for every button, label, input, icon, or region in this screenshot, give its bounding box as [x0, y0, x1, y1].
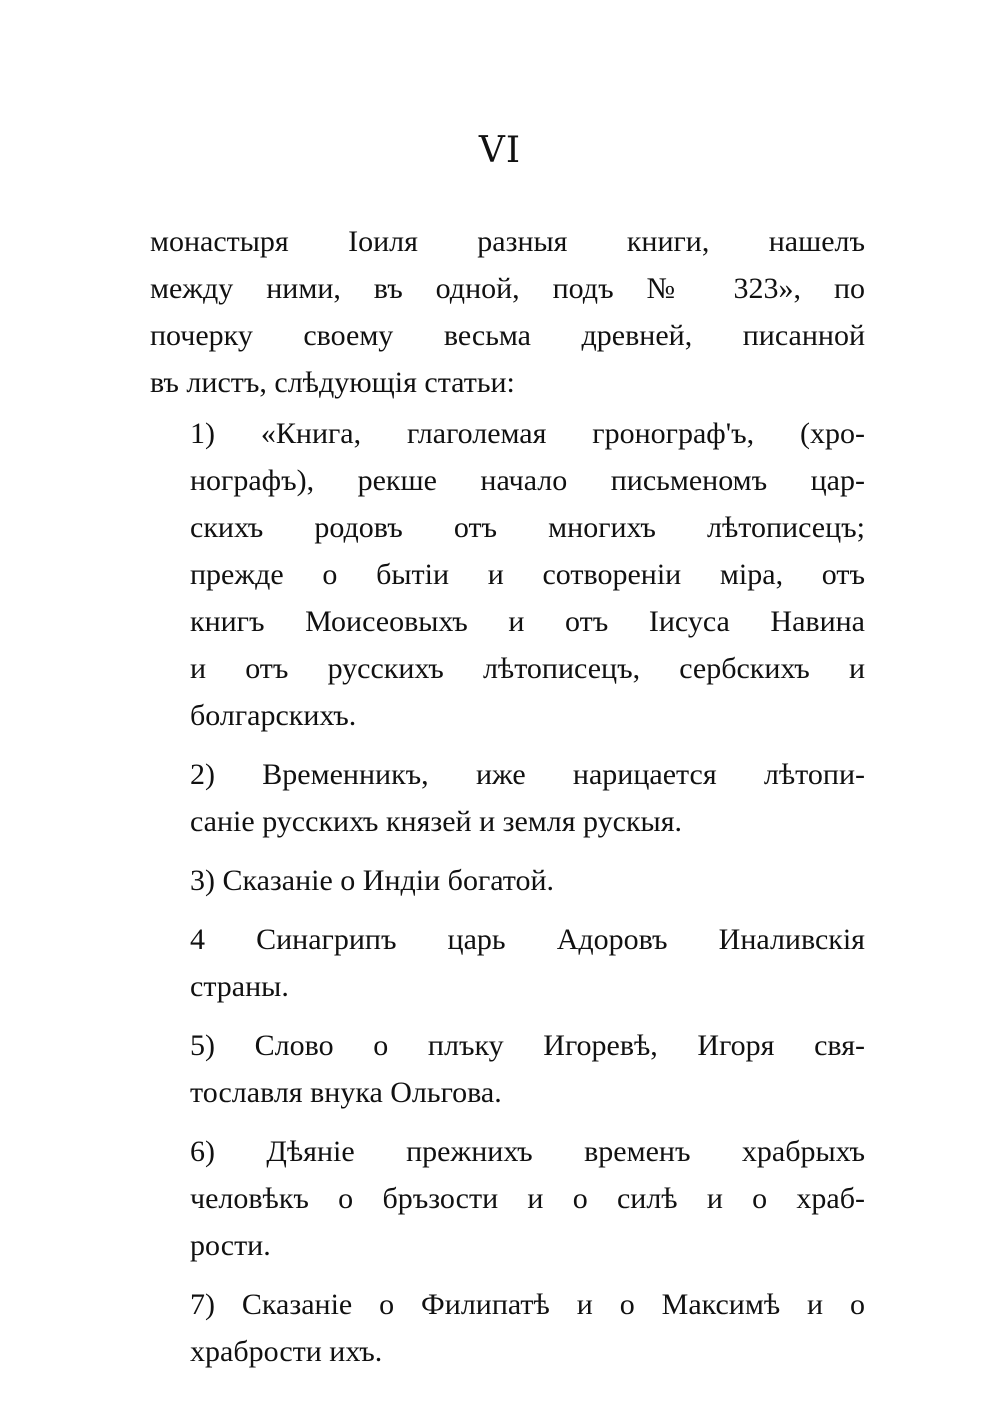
entry-line: 3) Сказаніе о Индіи богатой.: [190, 864, 555, 897]
entry-line: тославля внука Ольгова.: [190, 1076, 502, 1109]
list-item-5: [150, 1022, 865, 1116]
entry-line: 4 Синагрипъ царь Адоровъ Иналивскія: [190, 923, 865, 956]
list-item-2: [150, 751, 865, 845]
entry-line: храбрости ихъ.: [190, 1335, 383, 1368]
list-item-6: [150, 1128, 865, 1269]
entry-line: 2) Временникъ, иже нарицается лѣтопи-: [190, 758, 865, 791]
list-item-4: [150, 916, 865, 1010]
entry-line: болгарскихъ.: [190, 699, 357, 732]
intro-line: монастыря Іоиля разныя книги, нашелъ: [150, 225, 865, 258]
entry-line: и отъ русскихъ лѣтописецъ, сербскихъ и: [190, 652, 865, 685]
entry-line: книгъ Моисеовыхъ и отъ Іисуса Навина: [190, 605, 865, 638]
intro-line: въ листъ, слѣдующія статьи:: [150, 366, 515, 399]
page-number: VI: [478, 130, 522, 171]
entry-line: скихъ родовъ отъ многихъ лѣтописецъ;: [190, 511, 865, 544]
entry-line: 7) Сказаніе о Филипатѣ и о Максимѣ и о: [190, 1288, 865, 1321]
entry-line: 5) Слово о плъку Игоревѣ, Игоря свя-: [190, 1029, 865, 1062]
entry-line: саніе русскихъ князей и земля рускыя.: [190, 805, 683, 838]
intro-line: между ними, въ одной, подъ № 323», по: [150, 272, 865, 305]
entry-line: страны.: [190, 970, 289, 1003]
intro-paragraph: [150, 218, 865, 406]
intro-line: почерку своему весьма древней, писанной: [150, 319, 865, 352]
entry-line: прежде о бытіи и сотворенiи міра, отъ: [190, 558, 865, 591]
list-item-7: [150, 1281, 865, 1375]
entry-list: [150, 410, 865, 1375]
entry-line: 1) «Книга, глаголемая гронограф'ъ, (хро-: [190, 417, 865, 450]
list-item-1: [150, 410, 865, 739]
entry-line: 6) Дѣяніе прежнихъ временъ храбрыхъ: [190, 1135, 865, 1168]
entry-line: рости.: [190, 1229, 271, 1262]
entry-line: человѣкъ о бръзости и о силѣ и о храб-: [190, 1182, 865, 1215]
entry-line: нографъ), рекше начало письменомъ цар-: [190, 464, 865, 497]
list-item-3: [150, 857, 865, 904]
